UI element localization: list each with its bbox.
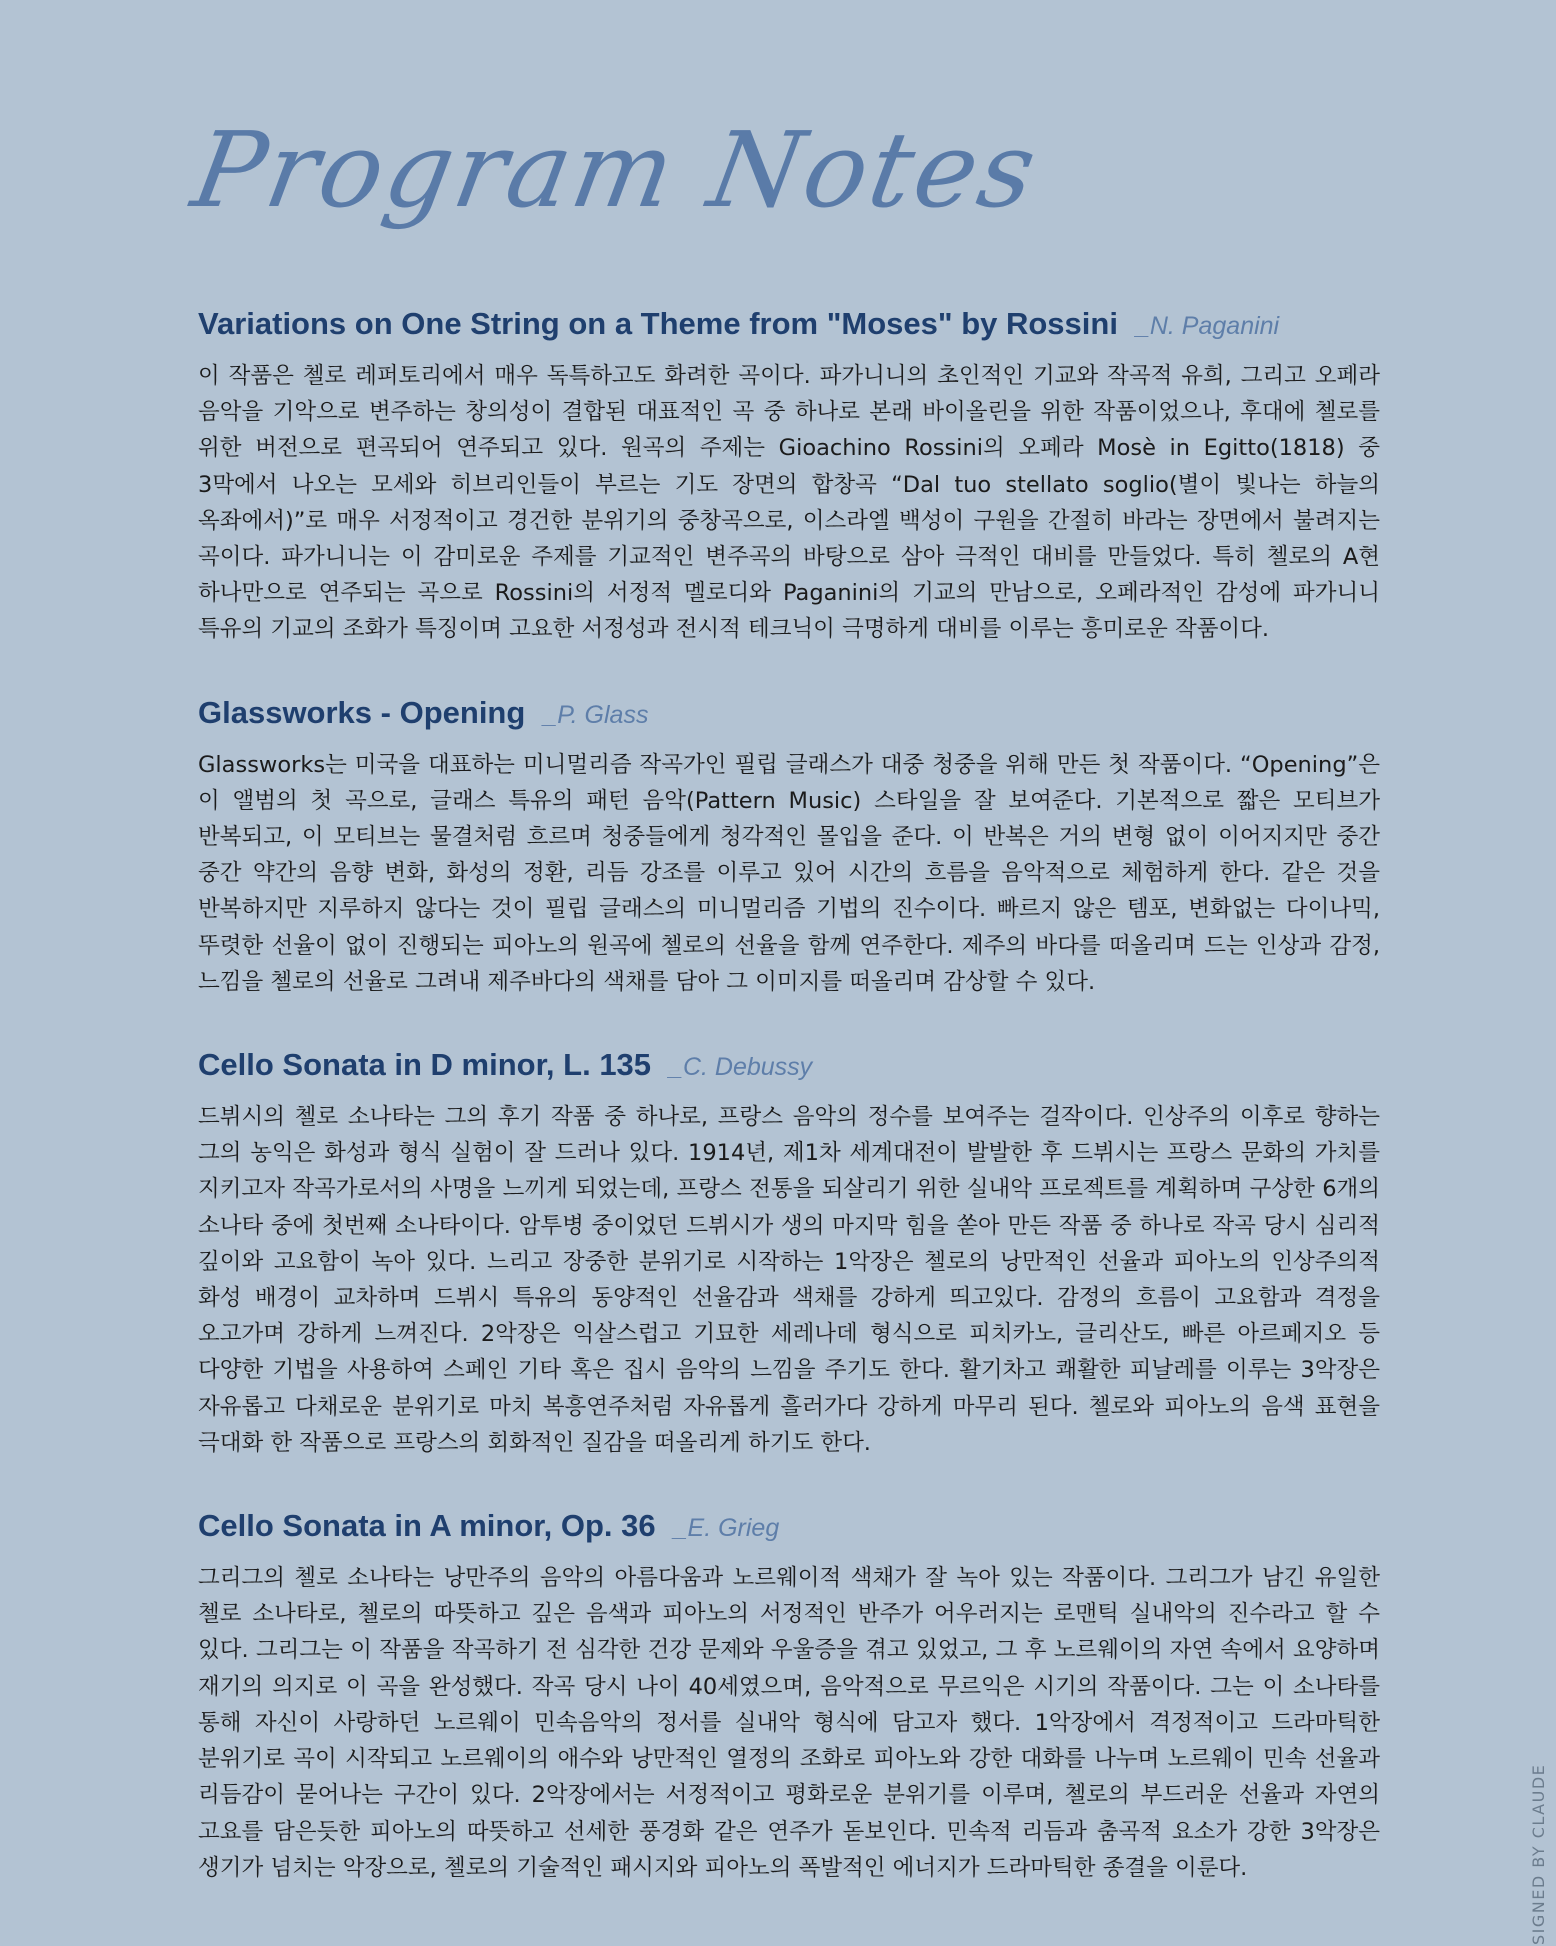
piece-title: Cello Sonata in D minor, L. 135 (198, 1047, 652, 1083)
section-spacer (198, 648, 1380, 695)
piece-title: Glassworks - Opening (198, 694, 526, 730)
program-notes-list (198, 306, 1380, 1886)
piece-description: 그리그의 첼로 소나타는 낭만주의 음악의 아름다움과 노르웨이적 색채가 잘 녹아 있는 작품이다. 그리그가 남긴 유일한 첼로 소나타로, 첼로의 따뜻하고 깊은 음색과 피아노의 서정적인 반주가 어우러지는 로맨틱 실내악의 진수라고 할 수 있다. 그리그는 이 작품을 작곡하기 전 심각한 건강 문제와 우울증을 겪고 있었고, 그 후 노르웨이의 자연 속에서 요양하며 재기의 의지로 이 곡을 완성했다. 작곡 당시 나이 40세였으며, 음악적으로 무르익은 시기의 작품이다. 그는 이 소나타를 통해 자신이 사랑하던 노르웨이 민속음악의 정서를 실내악 형식에 담고자 했다. 1악장에서 격정적이고 드라마틱한 분위기로 곡이 시작되고 노르웨이의 애수와 낭만적인 열정의 조화로 피아노와 강한 대화를 나누며 노르웨이 민속 선율과 리듬감이 묻어나는 구간이 있다. 2악장에서는 서정적이고 평화로운 분위기를 이루며, 첼로의 부드러운 선율과 자연의 고요를 담은듯한 피아노의 따뜻하고 선세한 풍경화 같은 연주가 돋보인다. 민속적 리듬과 춤곡적 요소가 강한 3악장은 생기가 넘치는 악장으로, 첼로의 기술적인 패시지와 피아노의 폭발적인 에너지가 드라마틱한 종결을 이룬다. (198, 1565, 1380, 1881)
piece-debussy (198, 1047, 1380, 1461)
piece-description: 이 작품은 첼로 레퍼토리에서 매우 독특하고도 화려한 곡이다. 파가니니의 초인적인 기교와 작곡적 유희, 그리고 오페라 음악을 기악으로 변주하는 창의성이 결합된 대표적인 곡 중 하나로 본래 바이올린을 위한 작품이었으나, 후대에 첼로를 위한 버전으로 편곡되어 연주되고 있다. 원곡의 주제는 Gioachino Rossini의 오페라 Mosè in Egitto(1818) 중 3막에서 나오는 모세와 히브리인들이 부르는 기도 장면의 합창곡 “Dal tuo stellato soglio(별이 빛나는 하늘의 옥좌에서)”로 매우 서정적이고 경건한 분위기의 중창곡으로, 이스라엘 백성이 구원을 간절히 바라는 장면에서 불려지는 곡이다. 파가니니는 이 감미로운 주제를 기교적인 변주곡의 바탕으로 삼아 극적인 대비를 만들었다. 특히 첼로의 A현 하나만으로 연주되는 곡으로 Rossini의 서정적 멜로디와 Paganini의 기교의 만남으로, 오페라적인 감성에 파가니니 특유의 기교의 조화가 특징이며 고요한 서정성과 전시적 테크닉이 극명하게 대비를 이루는 흥미로운 작품이다. (198, 363, 1380, 643)
signature-text: SIGNED BY CLAUDE (1529, 1763, 1548, 1945)
piece-description: Glassworks는 미국을 대표하는 미니멀리즘 작곡가인 필립 글래스가 대중 청중을 위해 만든 첫 작품이다. “Opening”은 이 앨범의 첫 곡으로, 글래스 특유의 패턴 음악(Pattern Music) 스타일을 잘 보여준다. 기본적으로 짧은 모티브가 반복되고, 이 모티브는 물결처럼 흐르며 청중들에게 청각적인 몰입을 준다. 이 반복은 거의 변형 없이 이어지지만 중간 중간 약간의 음향 변화, 화성의 정환, 리듬 강조를 이루고 있어 시간의 흐름을 음악적으로 체험하게 한다. 같은 것을 반복하지만 지루하지 않다는 것이 필립 글래스의 미니멀리즘 기법의 진수이다. 빠르지 않은 템포, 변화없는 다이나믹, 뚜렷한 선율이 없이 진행되는 피아노의 원곡에 첼로의 선율을 함께 연주한다. 제주의 바다를 떠올리며 드는 인상과 감정, 느낌을 첼로의 선율로 그려내 제주바다의 색채를 담아 그 이미지를 떠올리며 감상할 수 있다. (198, 751, 1380, 995)
piece-composer: _N. Paganini (1135, 312, 1280, 340)
page-title: Program Notes (184, 109, 1048, 231)
section-spacer (198, 1461, 1380, 1508)
piece-heading (198, 306, 1380, 354)
section-spacer (198, 1000, 1380, 1047)
piece-paganini (198, 306, 1380, 648)
piece-glass (198, 695, 1380, 1000)
piece-composer: _P. Glass (543, 700, 649, 729)
piece-composer: _C. Debussy (669, 1053, 813, 1082)
piece-grieg (198, 1508, 1380, 1886)
piece-heading (198, 1047, 1380, 1095)
piece-heading (198, 1508, 1380, 1556)
piece-title: Cello Sonata in A minor, Op. 36 (198, 1508, 656, 1544)
piece-composer: _E. Grieg (673, 1514, 780, 1543)
piece-title: Variations on One String on a Theme from "Moses" by Rossini (198, 306, 1118, 341)
piece-heading (198, 695, 1380, 743)
piece-description: 드뷔시의 첼로 소나타는 그의 후기 작품 중 하나로, 프랑스 음악의 정수를 보여주는 걸작이다. 인상주의 이후로 향하는 그의 농익은 화성과 형식 실험이 잘 드러나 있다. 1914년, 제1차 세계대전이 발발한 후 드뷔시는 프랑스 문화의 가치를 지키고자 작곡가로서의 사명을 느끼게 되었는데, 프랑스 전통을 되살리기 위한 실내악 프로젝트를 계획하며 구상한 6개의 소나타 중에 첫번째 소나타이다. 암투병 중이었던 드뷔시가 생의 마지막 힘을 쏟아 만든 작품 중 하나로 작곡 당시 심리적 깊이와 고요함이 녹아 있다. 느리고 장중한 분위기로 시작하는 1악장은 첼로의 낭만적인 선율과 피아노의 인상주의적 화성 배경이 교차하며 드뷔시 특유의 동양적인 선율감과 색채를 강하게 띄고있다. 감정의 흐름이 고요함과 격정을 오고가며 강하게 느껴진다. 2악장은 익살스럽고 기묘한 세레나데 형식으로 피치카노, 글리산도, 빠른 아르페지오 등 다양한 기법을 사용하여 스페인 기타 혹은 집시 음악의 느낌을 주기도 한다. 활기차고 쾌활한 피날레를 이루는 3악장은 자유롭고 다채로운 분위기로 마치 복흥연주처럼 자유롭게 흘러가다 강하게 마무리 된다. 첼로와 피아노의 음색 표현을 극대화 한 작품으로 프랑스의 회화적인 질감을 떠올리게 하기도 한다. (198, 1104, 1380, 1456)
